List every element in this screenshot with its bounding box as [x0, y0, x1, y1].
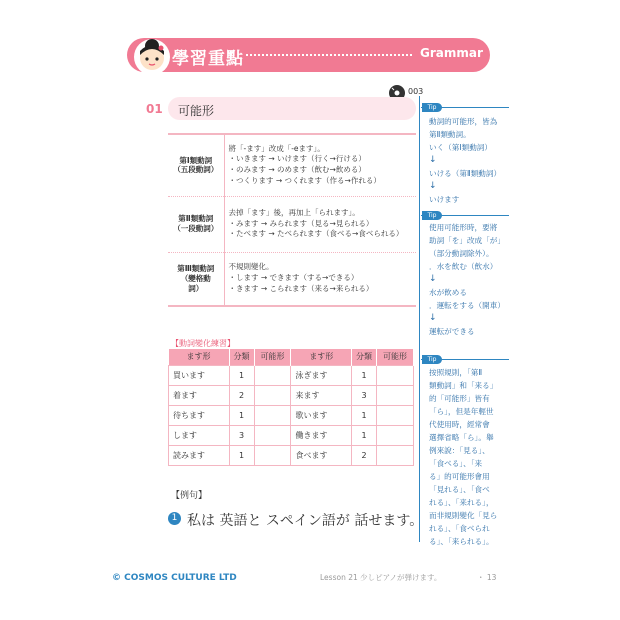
potential-form-blank[interactable] [254, 405, 291, 425]
example-sentence: 私は 英語と スペイン語が 話せます。 [187, 513, 424, 529]
masu-form: 働きます [291, 425, 352, 445]
tip-line: ．水を飲む（飲水） [429, 262, 498, 271]
tip-line: 「食べる」、「来 [429, 459, 483, 468]
conjugation-rule-table [168, 133, 416, 307]
masu-form: 着ます [169, 385, 230, 405]
rule-line: 去掉「ます」後，再加上「られます」。 [228, 207, 360, 217]
tip-line: いける（第Ⅱ類動詞） [429, 169, 502, 178]
tip-line: 運転ができる [429, 327, 475, 336]
verb-class: 1 [229, 445, 254, 465]
tip-line: 「見れる」、「食べ [429, 485, 490, 494]
tip-line: 類動詞」和「来る」 [429, 381, 498, 390]
tip-line: 的「可能形」皆有 [429, 394, 490, 403]
section-number: 01 [146, 102, 163, 116]
tip-line: 使用可能形時，要將 [429, 223, 498, 232]
tip-line: 而非規則變化「見ら [429, 511, 498, 520]
column-header: 可能形 [377, 349, 414, 365]
tip-line: る」、「来られる」。 [429, 537, 494, 546]
masu-form: します [169, 425, 230, 445]
potential-form-blank[interactable] [377, 445, 414, 465]
audio-track-number: 003 [408, 87, 424, 96]
rule-row [168, 134, 416, 196]
masu-form: 読みます [169, 445, 230, 465]
masu-form: 食べます [291, 445, 352, 465]
tip-line: いけます [429, 195, 460, 204]
tip-note-3 [429, 366, 511, 548]
sidebar-divider [419, 96, 420, 542]
rule-line: 不規則變化。 [228, 262, 274, 272]
masu-form: 買います [169, 365, 230, 385]
tip-line: れる」、「来れる」， [429, 498, 494, 507]
verb-group-text: 第Ⅰ類動詞 （五段動詞） [173, 155, 219, 175]
section-title: 可能形 [178, 104, 215, 118]
tip-line: （部分動詞除外）。 [429, 249, 494, 258]
rule-cell [224, 252, 416, 306]
tip-line: 助詞「を」改成「が」 [429, 236, 505, 245]
column-header: ます形 [291, 349, 352, 365]
tip-line: 水が飲める [429, 288, 467, 297]
tip-line: いく（第Ⅰ類動詞） [429, 143, 492, 152]
verb-class: 1 [351, 365, 376, 385]
verb-group-text: 第Ⅱ類動詞 （一段動詞） [173, 214, 219, 233]
exercise-title: 【動詞變化練習】 [171, 339, 235, 348]
verb-group-text: 第Ⅲ類動詞 （變格動 詞） [177, 264, 215, 293]
rule-line: ・つくります → つくれます（作る→作れる） [228, 176, 381, 186]
rule-line: 將「-ます」改成「-eます」。 [228, 143, 325, 153]
lesson-title: Lesson 21 少しピアノが弾けます。 [320, 573, 442, 582]
arrow-down-icon: ↓ [429, 155, 437, 165]
tip-line: 例來說：「見る」、 [429, 446, 490, 455]
exercise-table [168, 349, 414, 466]
rule-row [168, 196, 416, 252]
verb-class: 1 [351, 405, 376, 425]
verb-group-label [168, 196, 224, 252]
arrow-down-icon: ↓ [429, 313, 437, 323]
header-subtitle: Grammar [420, 46, 483, 60]
verb-class: 1 [229, 405, 254, 425]
mascot-icon [131, 35, 173, 77]
tip-line: れる」、「食べられ [429, 524, 490, 533]
table-row [169, 425, 414, 445]
table-row [169, 405, 414, 425]
examples-heading: 【例句】 [171, 491, 208, 501]
tip-note-2 [429, 221, 511, 338]
table-row [169, 445, 414, 465]
tip-line: ．運転をする（開車） [429, 301, 505, 310]
tip-note-1 [429, 115, 511, 206]
header-divider [246, 54, 412, 56]
rule-line: ・みます → みられます（見る→見られる） [228, 218, 374, 228]
potential-form-blank[interactable] [377, 385, 414, 405]
tip-tag: Tip [422, 355, 442, 364]
verb-class: 1 [351, 425, 376, 445]
tip-line: 選擇省略「ら」。舉 [429, 433, 494, 442]
potential-form-blank[interactable] [254, 425, 291, 445]
column-header: 分類 [229, 349, 254, 365]
rule-line: ・きます → こられます（来る→来られる） [228, 284, 374, 294]
potential-form-blank[interactable] [254, 365, 291, 385]
potential-form-blank[interactable] [377, 425, 414, 445]
tip-line: 按照規則，「第Ⅱ [429, 368, 483, 377]
verb-group-label [168, 252, 224, 306]
tip-line: 第Ⅱ類動詞。 [429, 130, 471, 139]
rule-line: ・のみます → のめます（飲む→飲める） [228, 165, 366, 175]
rule-cell [224, 134, 416, 196]
publisher-brand: © COSMOS CULTURE LTD [112, 573, 237, 583]
rule-row [168, 252, 416, 306]
header-title: 學習重點 [172, 49, 244, 69]
rule-line: ・いきます → いけます（行く→行ける） [228, 154, 366, 164]
table-row [169, 365, 414, 385]
page-number: ・ 13 [477, 573, 497, 582]
rule-cell [224, 196, 416, 252]
arrow-down-icon: ↓ [429, 181, 437, 191]
potential-form-blank[interactable] [254, 385, 291, 405]
verb-class: 2 [351, 445, 376, 465]
tip-line: 「ら」，但是年輕世 [429, 407, 494, 416]
masu-form: 泳ぎます [291, 365, 352, 385]
potential-form-blank[interactable] [377, 365, 414, 385]
verb-class: 3 [351, 385, 376, 405]
column-header: 可能形 [254, 349, 291, 365]
tip-line: る」的可能形會用 [429, 472, 490, 481]
tip-line: 代使用時，經常會 [429, 420, 490, 429]
example-number-badge: 1 [168, 512, 181, 525]
column-header: 分類 [351, 349, 376, 365]
verb-class: 3 [229, 425, 254, 445]
masu-form: 来ます [291, 385, 352, 405]
verb-group-label [168, 134, 224, 196]
tip-line: 動詞的可能形，皆為 [429, 117, 498, 126]
masu-form: 歌います [291, 405, 352, 425]
column-header: ます形 [169, 349, 230, 365]
tip-tag: Tip [422, 211, 442, 220]
table-row [169, 385, 414, 405]
masu-form: 待ちます [169, 405, 230, 425]
potential-form-blank[interactable] [254, 445, 291, 465]
tip-tag: Tip [422, 103, 442, 112]
verb-class: 1 [229, 365, 254, 385]
arrow-down-icon: ↓ [429, 274, 437, 284]
rule-line: ・たべます → たべられます（食べる→食べられる） [228, 229, 404, 239]
rule-line: ・します → できます（する→できる） [228, 273, 359, 283]
verb-class: 2 [229, 385, 254, 405]
exercise-header-row [169, 349, 414, 365]
potential-form-blank[interactable] [377, 405, 414, 425]
